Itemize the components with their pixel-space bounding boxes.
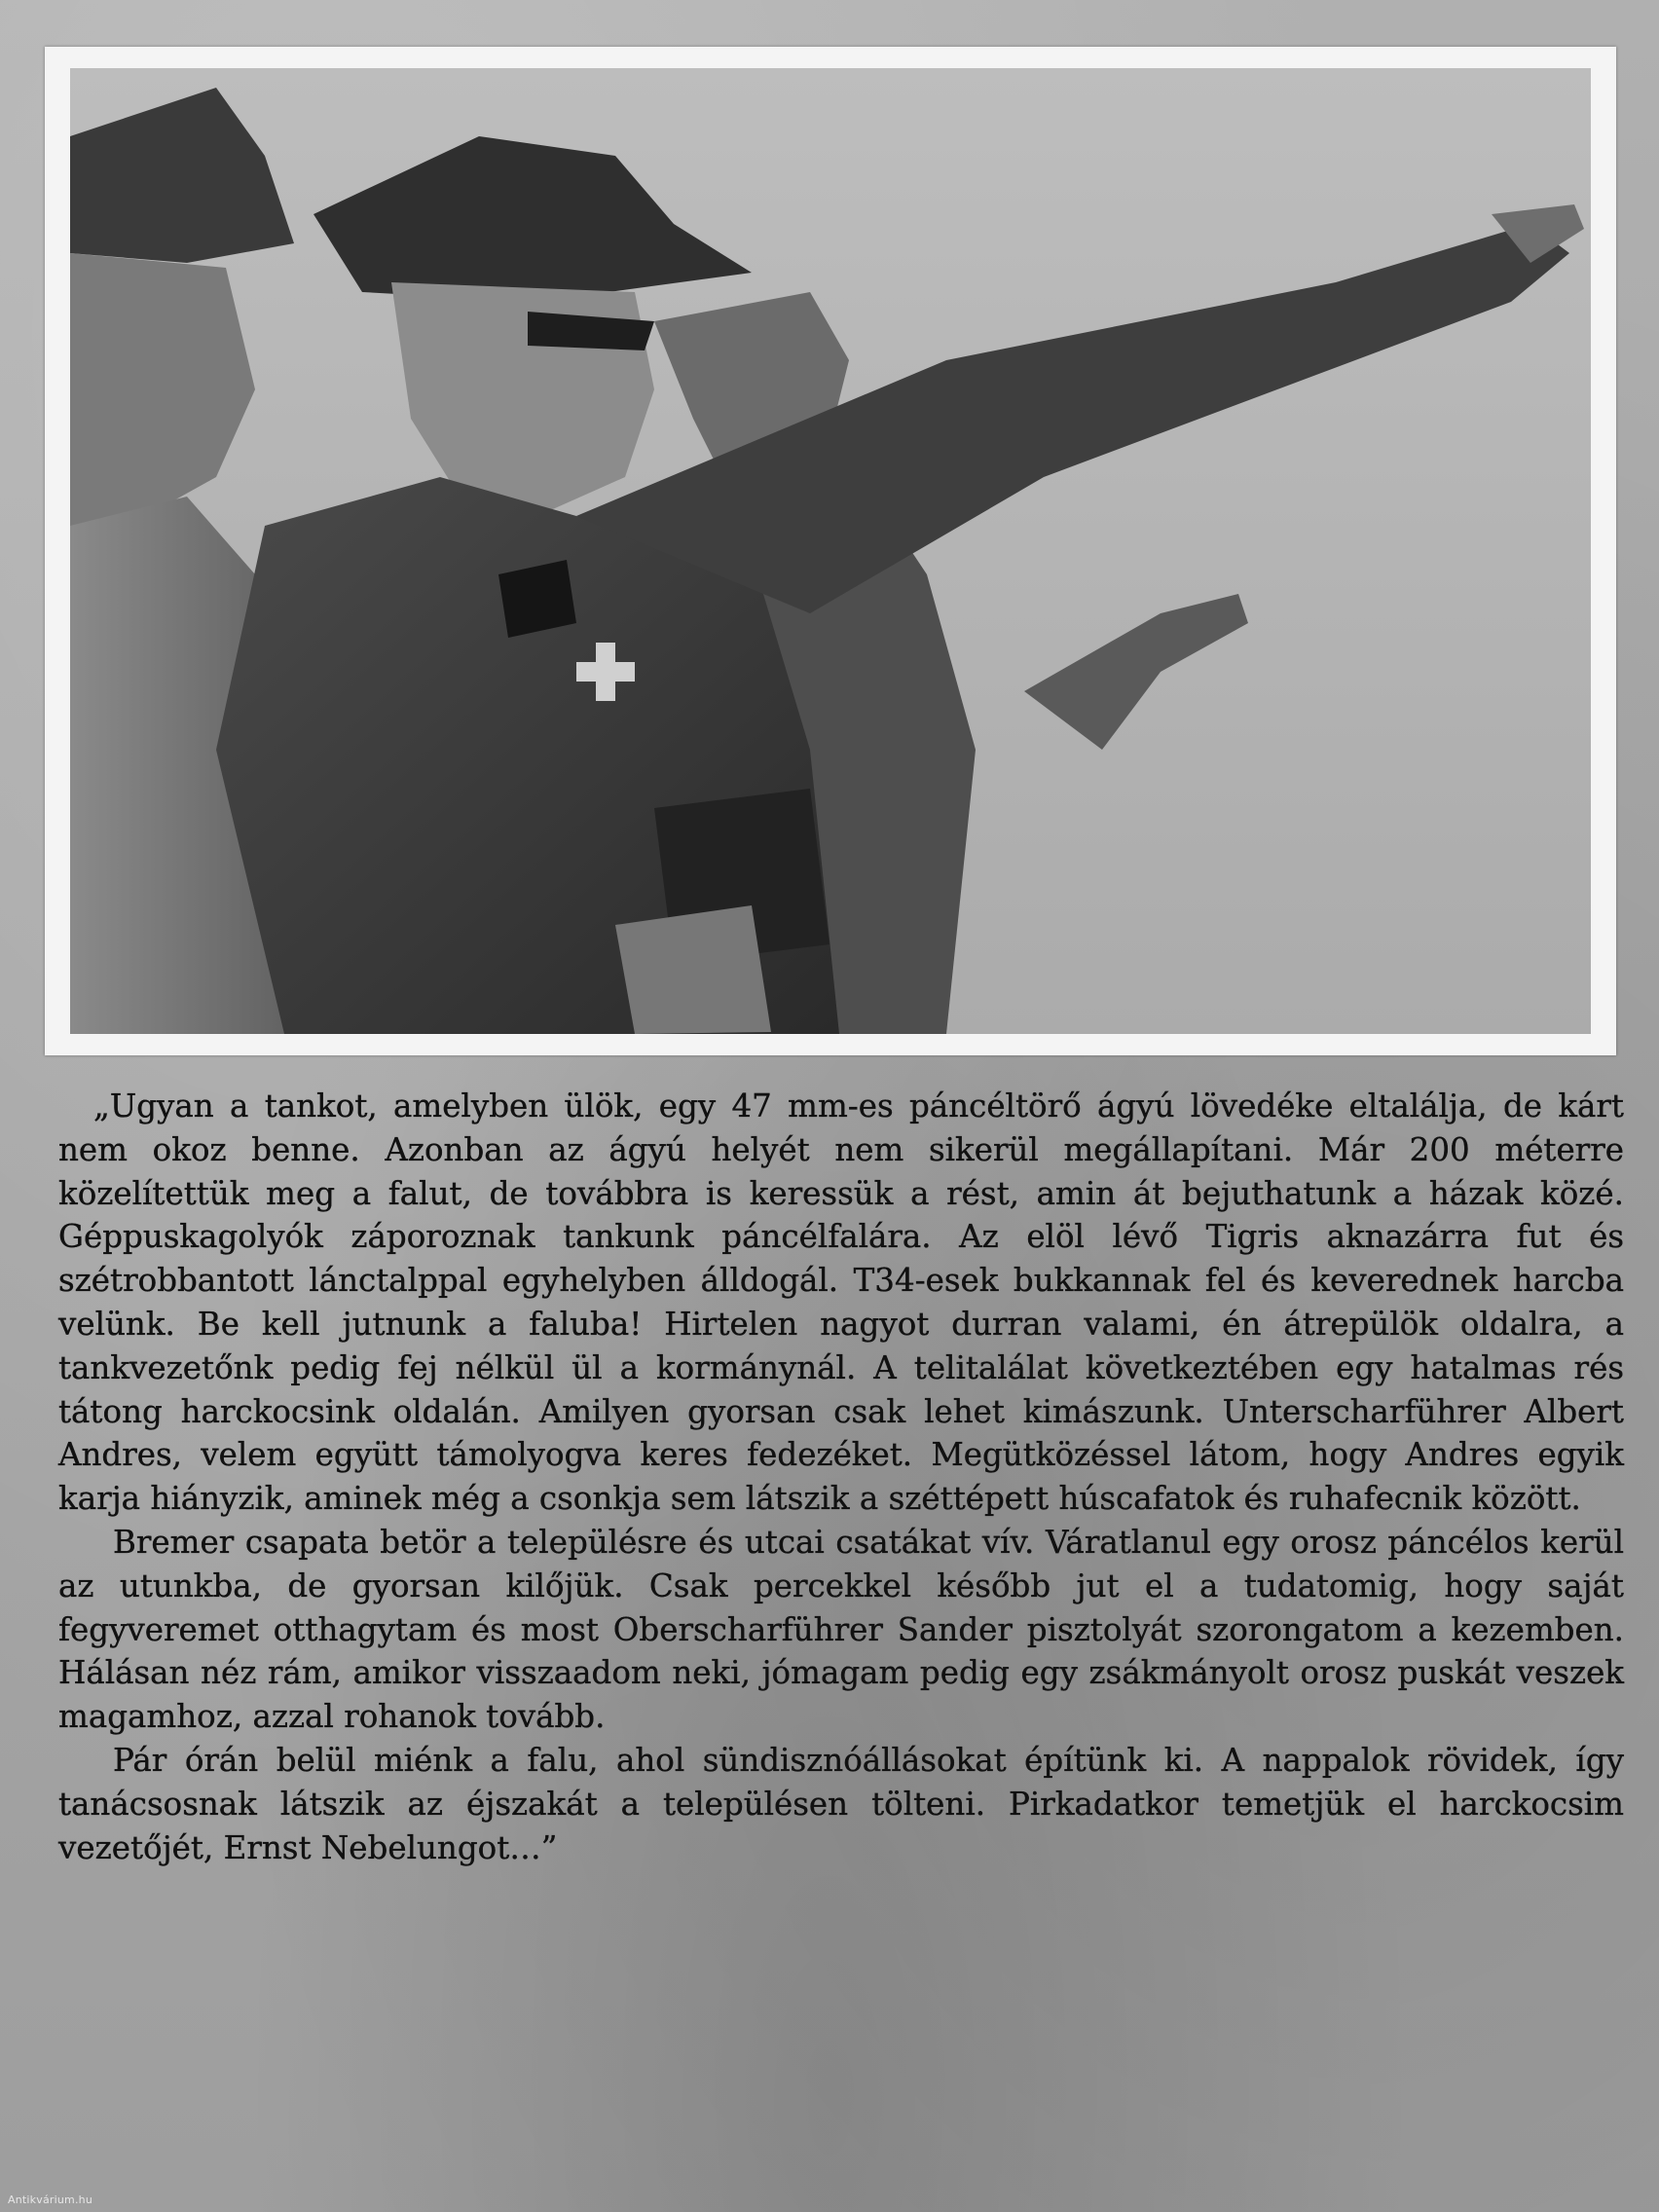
watermark-text: Antikvárium.hu	[8, 2194, 92, 2206]
paragraph-2: Bremer csapata betör a településre és utcai csatákat vív. Váratlanul egy orosz páncélos kerül az utunkba, de gyorsan kilőjük. Csak percekkel később jut el a tudatomig, hogy saját fegyveremet otthagytam és most Oberscharführer Sander pisztolyát szorongatom a kezemben. Hálásan néz rám, amikor visszaadom neki, jómagam pedig egy zsákmányolt orosz puskát veszek magamhoz, azzal rohanok tovább.	[58, 1523, 1624, 1736]
paragraph-3: Pár órán belül miénk a falu, ahol sündisznóállásokat építünk ki. A nappalok rövidek, így tanácsosnak látszik az éjszakát a településen tölteni. Pirkadatkor temetjük el harckocsim vezetőjét, Ernst Nebelungot…”	[58, 1741, 1624, 1866]
wwii-officers-pointing-photo-icon	[70, 68, 1591, 1034]
paragraph-1: „Ugyan a tankot, amelyben ülök, egy 47 mm-es páncéltörő ágyú lövedéke eltalálja, de kárt nem okoz benne. Azonban az ágyú helyét nem sikerül megállapítani. Már 200 méterre közelítettük meg a falut, de továbbra is keressük a rést, amin át bejuthatunk a házak közé. Géppuskagolyók záporoznak tankunk páncélfalára. Az elöl lévő Tigris aknazárra fut és szétrobbantott lánctalppal egyhelyben álldogál. T34-esek bukkannak fel és keverednek harcba velünk. Be kell jutnunk a faluba! Hirtelen nagyot durran valami, én átrepülök oldalra, a tankvezetőnk pedig fej nélkül ül a kormánynál. A telitalálat következtében egy hatalmas rés tátong harckocsink oldalán. Amilyen gyorsan csak lehet kimászunk. Unterscharführer Albert Andres, velem együtt támolyogva keres fedezéket. Megütközéssel látom, hogy Andres egyik karja hiányzik, aminek még a csonkja sem látszik a széttépett húscafatok és ruhafecnik között.	[58, 1088, 1624, 1518]
photo-frame	[45, 47, 1616, 1055]
historical-photo	[70, 68, 1591, 1034]
article-text	[58, 1085, 1624, 1869]
